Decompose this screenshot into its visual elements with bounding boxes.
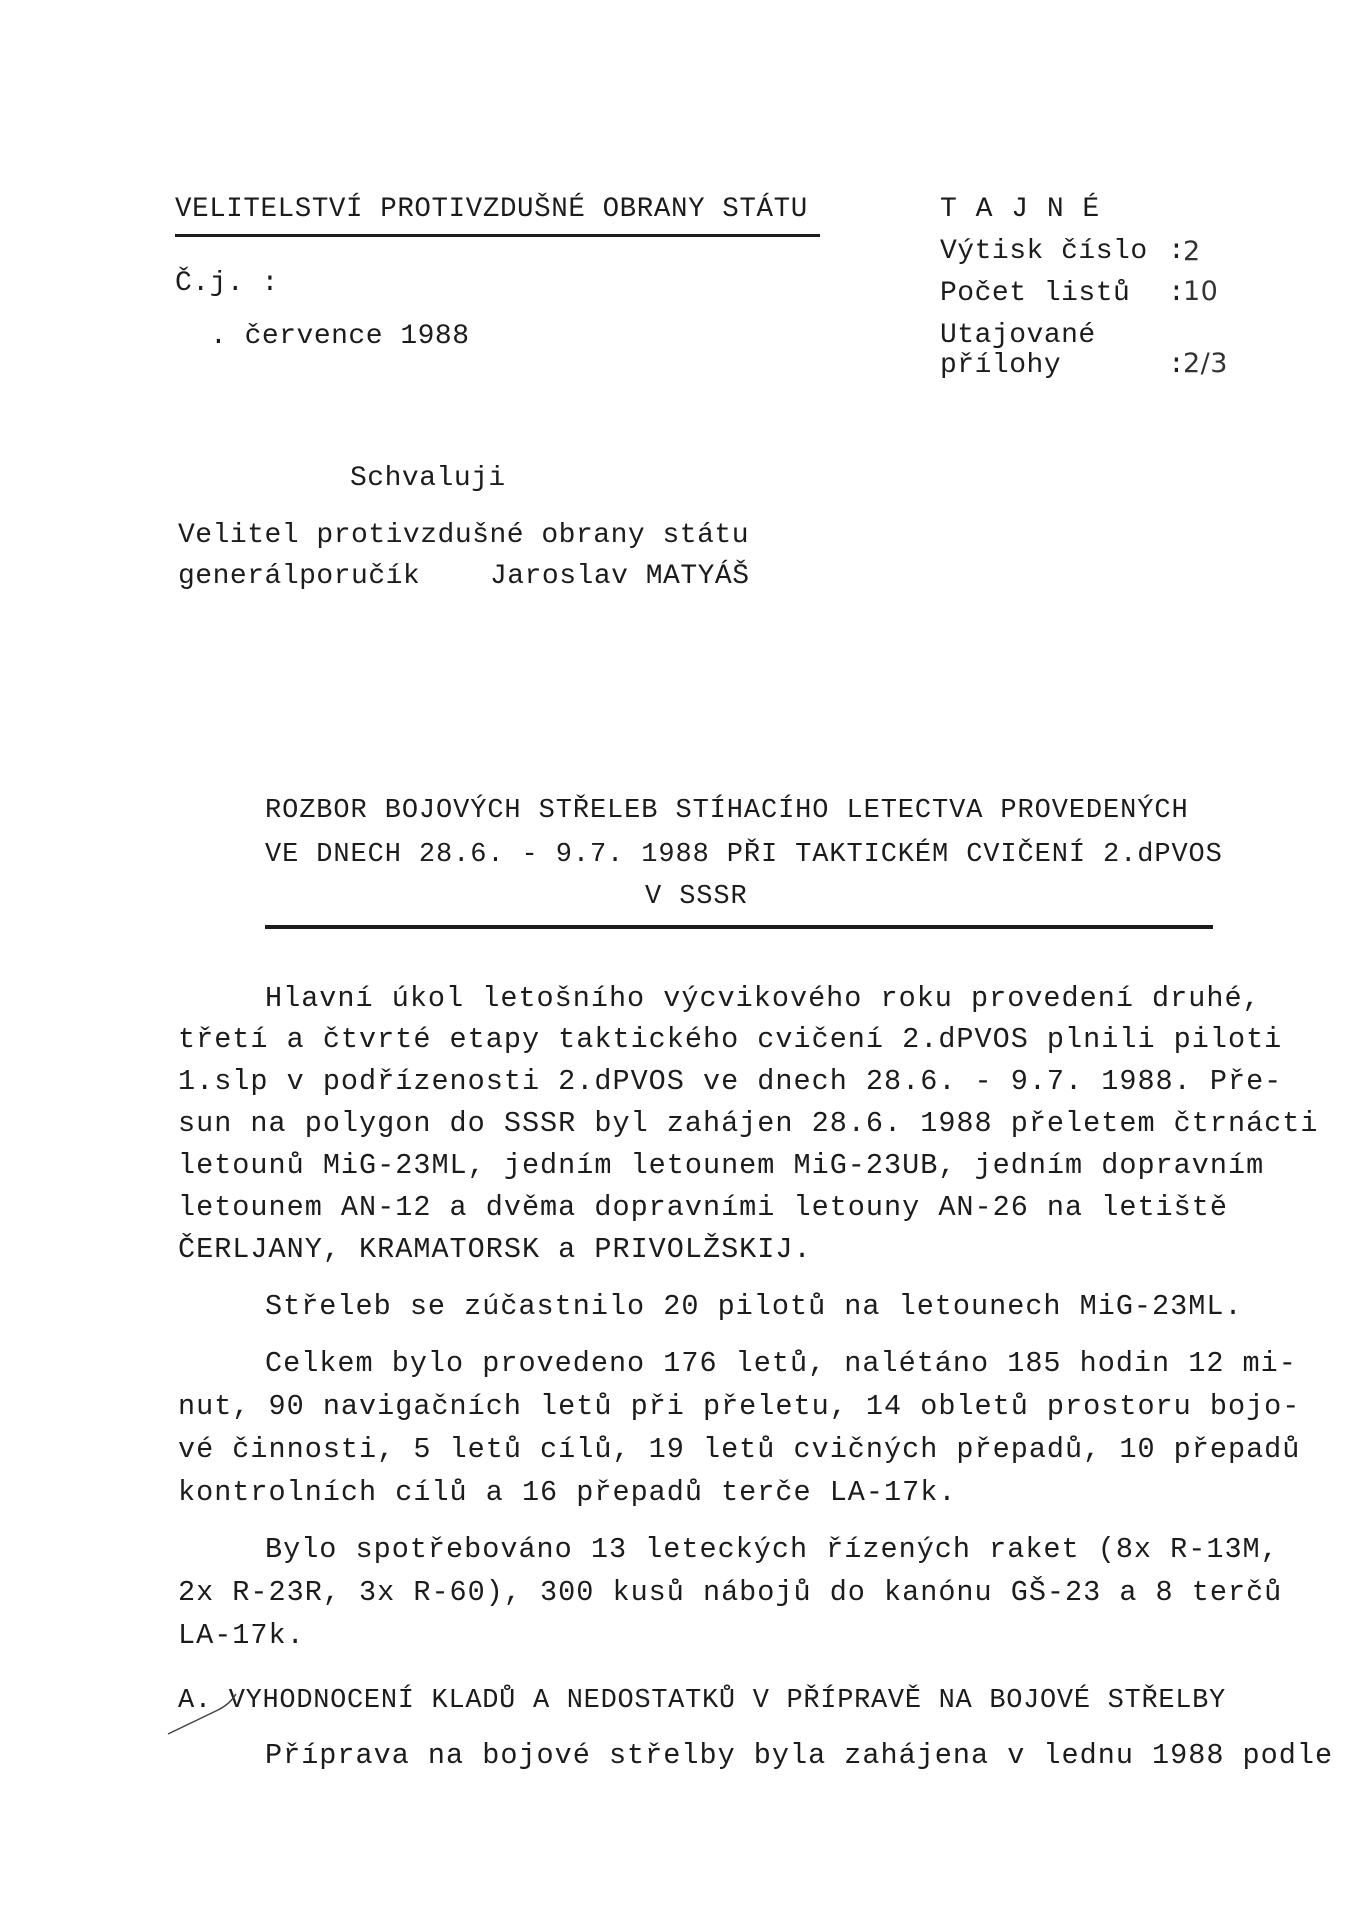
approval-heading: Schvaluji [350,463,506,494]
paragraph-4-line-2: 2x R-23R, 3x R-60), 300 kusů nábojů do kanónu GŠ-23 a 8 terčů [178,1576,1283,1609]
document-title-line-1: ROZBOR BOJOVÝCH STŘELEB STÍHACÍHO LETECTVA PROVEDENÝCH [265,796,1189,826]
paragraph-3-line-3: vé činnosti, 5 letů cílů, 19 letů cvičných přepadů, 10 přepadů [178,1433,1301,1466]
reference-number: Č.j. : [175,268,279,299]
paragraph-4-line-1: Bylo spotřebováno 13 leteckých řízených raket (8x R-13M, [265,1533,1279,1566]
attachments-separator: : [1168,350,1186,381]
paragraph-1-line-6: letounem AN-12 a dvěma dopravními letouny AN-26 na letiště [178,1191,1228,1224]
title-rule [265,925,1213,929]
paragraph-4-line-3: LA-17k. [178,1619,305,1652]
approver-rank: generálporučík [178,561,421,592]
section-a-heading: A. VYHODNOCENÍ KLADŮ A NEDOSTATKŮ V PŘÍPRAVĚ NA BOJOVÉ STŘELBY [178,1686,1226,1716]
paragraph-1-line-3: 1.slp v podřízenosti 2.dPVOS ve dnech 28.6. - 9.7. 1988. Pře- [178,1065,1283,1098]
copy-number-label: Výtisk číslo [940,236,1148,267]
approver-name: Jaroslav MATYÁŠ [490,561,750,592]
classification-level: T A J N É [940,194,1101,225]
sheet-count-separator: : [1168,278,1186,309]
paragraph-3-line-4: kontrolních cílů a 16 přepadů terče LA-17k. [178,1476,957,1509]
document-title-line-2: VE DNECH 28.6. - 9.7. 1988 PŘI TAKTICKÉM CVIČENÍ 2.dPVOS [265,840,1223,870]
attachments-value: 2/3 [1183,348,1228,379]
sheet-count-value: 10 [1183,276,1219,307]
copy-number-separator: : [1168,236,1186,267]
paragraph-2-line-1: Střeleb se zúčastnilo 20 pilotů na letounech MiG-23ML. [265,1290,1243,1323]
paragraph-1-line-1: Hlavní úkol letošního výcvikového roku provedení druhé, [265,982,1261,1015]
paragraph-1-line-4: sun na polygon do SSSR byl zahájen 28.6. 1988 přeletem čtrnácti [178,1107,1319,1140]
paragraph-3-line-2: nut, 90 navigačních letů při přeletu, 14 obletů prostoru bojo- [178,1390,1301,1423]
copy-number-value: 2 [1183,236,1201,267]
paragraph-1-line-7: ČERLJANY, KRAMATORSK a PRIVOLŽSKIJ. [178,1233,812,1266]
paragraph-1-line-5: letounů MiG-23ML, jedním letounem MiG-23UB, jedním dopravním [178,1149,1265,1182]
sheet-count-label: Počet listů [940,278,1131,309]
attachments-label-2: přílohy [940,350,1062,381]
document-date: . července 1988 [210,321,470,352]
header-rule [175,234,820,237]
paragraph-3-line-1: Celkem bylo provedeno 176 letů, nalétáno 185 hodin 12 mi- [265,1347,1297,1380]
attachments-label-1: Utajované [940,320,1096,351]
document-title-line-3: V SSSR [645,882,748,912]
paragraph-1-line-2: třetí a čtvrté etapy taktického cvičení 2.dPVOS plnili piloti [178,1023,1283,1056]
organization-name: VELITELSTVÍ PROTIVZDUŠNÉ OBRANY STÁTU [175,194,808,225]
section-a-first-line: Příprava na bojové střelby byla zahájena v lednu 1988 podle [265,1739,1334,1772]
approver-title: Velitel protivzdušné obrany státu [178,520,749,551]
handwritten-bracket-mark [160,1680,260,1740]
